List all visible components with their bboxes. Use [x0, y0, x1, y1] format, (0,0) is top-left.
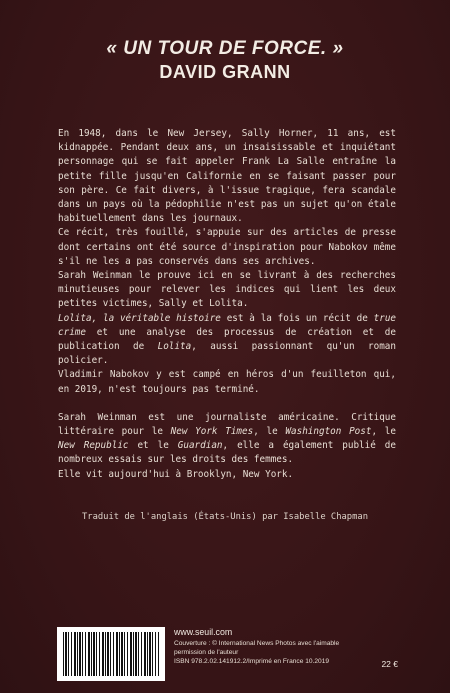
- author-bio: Sarah Weinman est une journaliste américaine. Critique littéraire pour le New York Times, le Washington Post, le New Republic et le Guardian, elle a également publié de nombreux essais sur les droits des femmes.: [58, 411, 396, 466]
- summary-paragraph-3: Sarah Weinman le prouve ici en se livrant à des recherches minutieuses pour relever les indices qui lient les deux petites victimes, Sally et Lolita.: [58, 270, 396, 310]
- cover-credits: Couverture : © International News Photos avec l'aimable permission de l'auteur ISBN 978.2.02.141912.2/Imprimé en France 10.2019: [174, 640, 374, 666]
- press-quote: « UN TOUR DE FORCE. »: [106, 38, 344, 59]
- summary-paragraph-5: Vladimir Nabokov y est campé en héros d'un feuilleton qui, en 2019, n'est toujours pas terminé.: [58, 369, 396, 395]
- author-location: Elle vit aujourd'hui à Brooklyn, New York.: [58, 468, 294, 480]
- summary-paragraph-2: Ce récit, très fouillé, s'appuie sur des articles de presse dont certains ont été source d'inspiration pour Nabokov même s'il ne les a pas conservés dans ses archives.: [58, 227, 396, 267]
- summary-paragraph-4: Lolita, la véritable histoire est à la fois un récit de true crime et une analyse des processus de création et de publication de Lolita, aussi passionnant qu'un roman policier.: [58, 312, 397, 367]
- summary-text: [58, 127, 396, 482]
- barcode-bars: [63, 632, 159, 676]
- isbn-line: ISBN 978.2.02.141912.2/Imprimé en France 10.2019: [174, 657, 330, 665]
- translator-credit: Traduit de l'anglais (États-Unis) par Isabelle Chapman: [82, 512, 368, 522]
- quote-author: DAVID GRANN: [159, 62, 291, 82]
- book-title: Lolita, la véritable histoire: [58, 312, 221, 324]
- isbn-barcode: [57, 627, 165, 681]
- price-label: 22 €: [381, 659, 398, 669]
- publisher-website: www.seuil.com: [174, 627, 233, 637]
- summary-paragraph-1: En 1948, dans le New Jersey, Sally Horner, 11 ans, est kidnappée. Pendant deux ans, un insaisissable et inquiétant personnage qui se fait appeler Frank La Salle entraîne la petite fille jusqu'en Californie en se faisant passer pour son père. Ce fait divers, à l'issue tragique, fera scandale dans un pays où la pédophilie n'est pas un sujet qu'on étale habituellement dans les journaux.: [58, 128, 396, 225]
